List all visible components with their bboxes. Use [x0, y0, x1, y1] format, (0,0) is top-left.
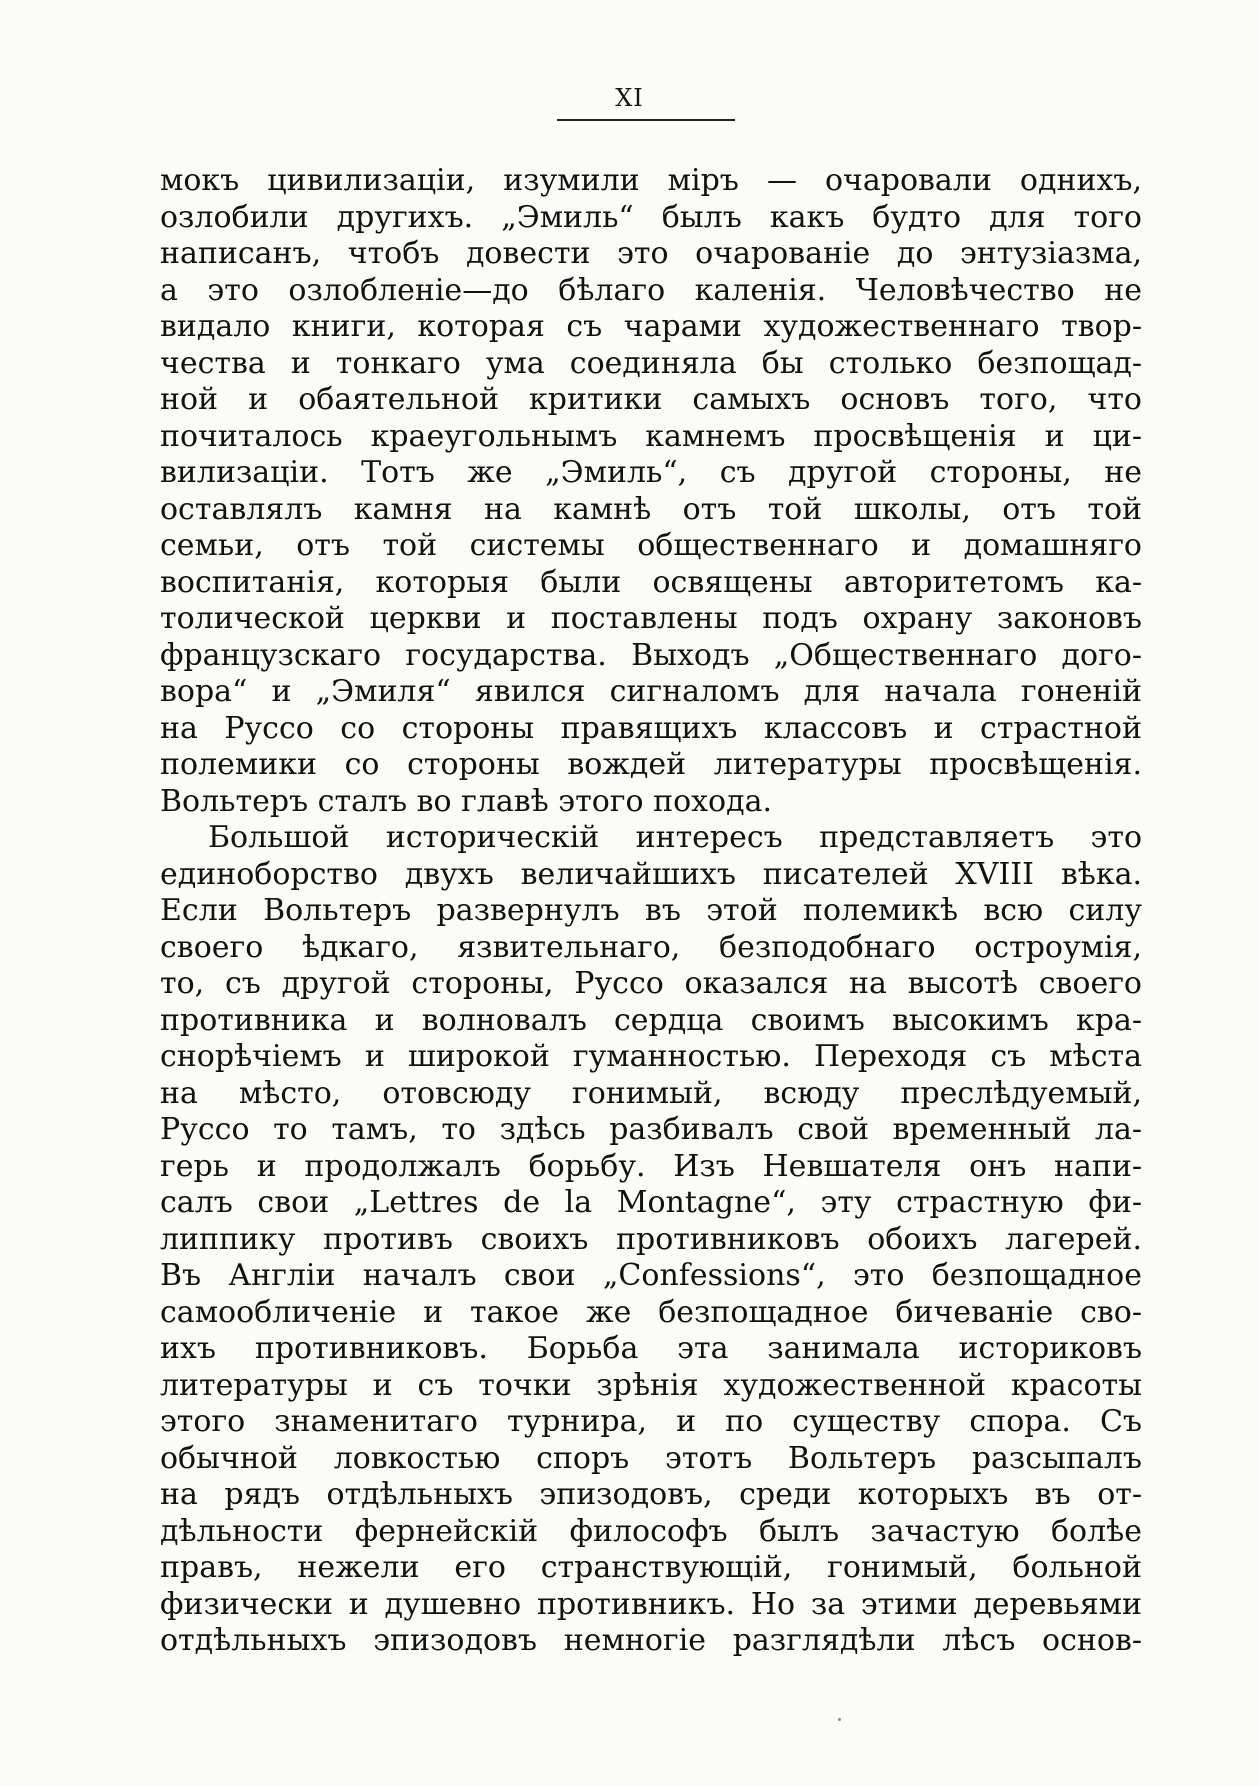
text-line: Въ Англіи началъ свои „Confessions“, это безпощадное — [160, 1258, 1142, 1293]
text-line: отдѣльныхъ эпизодовъ немногіе разглядѣли лѣсъ основ- — [160, 1623, 1142, 1658]
body-text — [160, 163, 1142, 1660]
text-line: вилизаціи. Тотъ же „Эмиль“, съ другой стороны, не — [160, 455, 1142, 490]
text-line: семьи, отъ той системы общественнаго и домашняго — [160, 528, 1142, 563]
paragraph-start-line: Большой историческій интересъ представляетъ это — [208, 820, 1142, 855]
text-line: физически и душевно противникъ. Но за этими деревьями — [160, 1586, 1142, 1622]
text-line: самообличеніе и такое же безпощадное бичеваніе сво- — [160, 1294, 1142, 1330]
text-line: видало книги, которая съ чарами художественнаго твор- — [160, 309, 1142, 344]
text-line: французскаго государства. Выходъ „Общественнаго дого- — [160, 637, 1142, 673]
text-line: Руссо то тамъ, то здѣсь разбивалъ свой временный ла- — [160, 1112, 1142, 1147]
text-line: Если Вольтеръ развернулъ въ этой полемикѣ всю силу — [160, 893, 1142, 928]
text-line: оставлялъ камня на камнѣ отъ той школы, отъ той — [160, 491, 1142, 527]
text-line: единоборство двухъ величайшихъ писателей XVIII вѣка. — [160, 856, 1142, 892]
text-line: написанъ, чтобъ довести это очарованіе до энтузіазма, — [160, 236, 1142, 271]
text-line: воспитанія, которыя были освящены авторитетомъ ка- — [160, 564, 1142, 600]
text-line: своего ѣдкаго, язвительнаго, безподобнаго остроумія, — [160, 929, 1142, 965]
text-line: озлобили другихъ. „Эмиль“ былъ какъ будто для того — [160, 199, 1142, 235]
text-line: мокъ цивилизаціи, изумили міръ — очаровали однихъ, — [160, 163, 1142, 198]
text-line: герь и продолжалъ борьбу. Изъ Невшателя онъ напи- — [160, 1148, 1142, 1184]
text-line: салъ свои „Lettres de la Montagne“, эту страстную фи- — [160, 1185, 1142, 1220]
text-line: на рядъ отдѣльныхъ эпизодовъ, среди которыхъ въ от- — [160, 1477, 1142, 1512]
text-line: вора“ и „Эмиля“ явился сигналомъ для начала гоненій — [160, 674, 1142, 709]
page-number: XI — [615, 84, 644, 112]
paragraph-end-line: Вольтеръ сталъ во главѣ этого похода. — [160, 783, 773, 819]
text-line: чества и тонкаго ума соединяла бы столько безпощад- — [160, 345, 1142, 381]
text-line: литературы и съ точки зрѣнія художественной красоты — [160, 1367, 1142, 1403]
header-rule — [557, 119, 735, 121]
text-line: снорѣчіемъ и широкой гуманностью. Переходя съ мѣста — [160, 1039, 1142, 1074]
text-line: ной и обаятельной критики самыхъ основъ того, что — [160, 382, 1142, 417]
ink-speck — [838, 1718, 841, 1721]
text-line: этого знаменитаго турнира, и по существу спора. Съ — [160, 1404, 1142, 1439]
text-line: противника и волновалъ сердца своимъ высокимъ кра- — [160, 1002, 1142, 1038]
text-line: на мѣсто, отовсюду гонимый, всюду преслѣдуемый, — [160, 1075, 1142, 1111]
text-line: а это озлобленіе—до бѣлаго каленія. Человѣчество не — [160, 272, 1142, 308]
text-line: толической церкви и поставлены подъ охрану законовъ — [160, 601, 1142, 636]
text-line: обычной ловкостью споръ этотъ Вольтеръ разсыпалъ — [160, 1440, 1142, 1476]
text-line: полемики со стороны вождей литературы просвѣщенія. — [160, 747, 1142, 782]
text-line: дѣльности фернейскій философъ былъ зачастую болѣе — [160, 1513, 1142, 1549]
text-line: то, съ другой стороны, Руссо оказался на высотѣ своего — [160, 966, 1142, 1001]
text-line: правъ, нежели его странствующій, гонимый, больной — [160, 1550, 1142, 1585]
text-line: на Руссо со стороны правящихъ классовъ и страстной — [160, 710, 1142, 746]
text-line: липпику противъ своихъ противниковъ обоихъ лагерей. — [160, 1221, 1142, 1257]
text-line: ихъ противниковъ. Борьба эта занимала историковъ — [160, 1331, 1142, 1366]
text-line: почиталось краеугольнымъ камнемъ просвѣщенія и ци- — [160, 418, 1142, 454]
